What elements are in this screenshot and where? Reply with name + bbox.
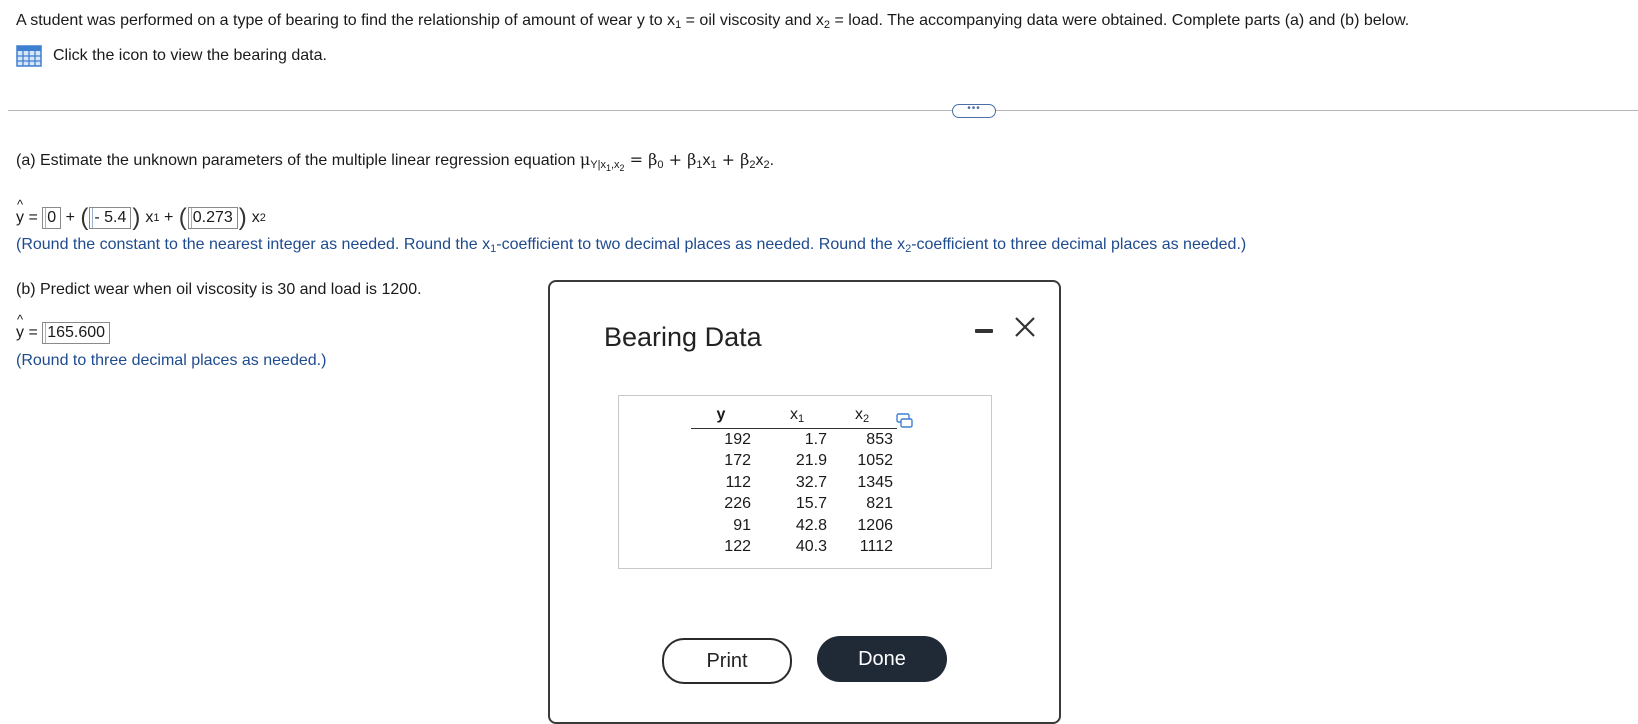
header-y: y: [691, 406, 767, 429]
print-button[interactable]: Print: [662, 638, 792, 684]
table-row: 91 42.8 1206: [733, 516, 893, 534]
prediction-equation: ^ y = 165.600: [16, 322, 110, 344]
constant-answer-box[interactable]: 0: [42, 207, 61, 229]
regression-equation: ^ y = 0 + ( - 5.4 ) x 1 + ( 0.273 ) x 2: [16, 205, 266, 231]
part-a-rounding-note: (Round the constant to the nearest integer as needed. Round the $x_1$-coefficient to two decimal places as needed. Round the $x_2$-coefficient to three decimal places as needed.): [16, 236, 1247, 255]
table-row: 192 1.7 853: [724, 430, 893, 448]
prediction-answer-box[interactable]: 165.600: [42, 322, 110, 344]
dialog-title: Bearing Data: [604, 322, 762, 352]
table-row: 226 15.7 821: [724, 495, 893, 513]
bearing-data-dialog: [548, 280, 1061, 724]
data-table-frame: [618, 395, 992, 569]
close-paren: ): [132, 204, 141, 231]
part-a-prompt: (a) Estimate the unknown parameters of the multiple linear regression equation $\mu_{Y|x_1,x_2} = \beta_0 + \beta_1x_1 + \beta_2x_2$.: [16, 150, 775, 173]
expand-more-button[interactable]: [952, 104, 996, 118]
table-row: 122 40.3 1112: [724, 538, 893, 556]
bearing-data-table: [691, 406, 897, 558]
more-dots-icon: •••: [967, 102, 981, 114]
header-x1: $x_1$: [767, 406, 831, 429]
x1-coefficient-answer-box[interactable]: - 5.4: [89, 207, 131, 229]
close-paren: ): [238, 204, 247, 231]
view-data-label[interactable]: Click the icon to view the bearing data.: [53, 47, 327, 64]
y-hat-label: ^ y: [16, 209, 24, 227]
question-text: A student was performed on a type of bearing to find the relationship of amount of wear y to $x_1$ = oil viscosity and $x_2$ = load. The accompanying data were obtained. Complete parts (a) and (b) below.: [16, 12, 1410, 31]
table-header-row: [691, 406, 897, 429]
copy-to-clipboard-icon[interactable]: [896, 413, 913, 428]
y-hat-label: ^ y: [16, 324, 24, 342]
header-x2: $x_2$: [831, 406, 897, 429]
part-b-prompt: (b) Predict wear when oil viscosity is 30 and load is 1200.: [16, 281, 422, 298]
open-paren: (: [178, 204, 187, 231]
section-divider: [8, 110, 1638, 111]
view-data-link[interactable]: [16, 44, 327, 68]
x2-coefficient-answer-box[interactable]: 0.273: [188, 207, 238, 229]
table-row: 172 21.9 1052: [724, 452, 893, 470]
table-grid-icon[interactable]: [16, 45, 42, 67]
minimize-icon[interactable]: [974, 320, 994, 340]
part-b-rounding-note: (Round to three decimal places as needed.): [16, 352, 327, 369]
open-paren: (: [80, 204, 89, 231]
done-button[interactable]: Done: [817, 636, 947, 682]
table-row: 112 32.7 1345: [725, 473, 893, 491]
close-icon[interactable]: [1012, 314, 1038, 340]
